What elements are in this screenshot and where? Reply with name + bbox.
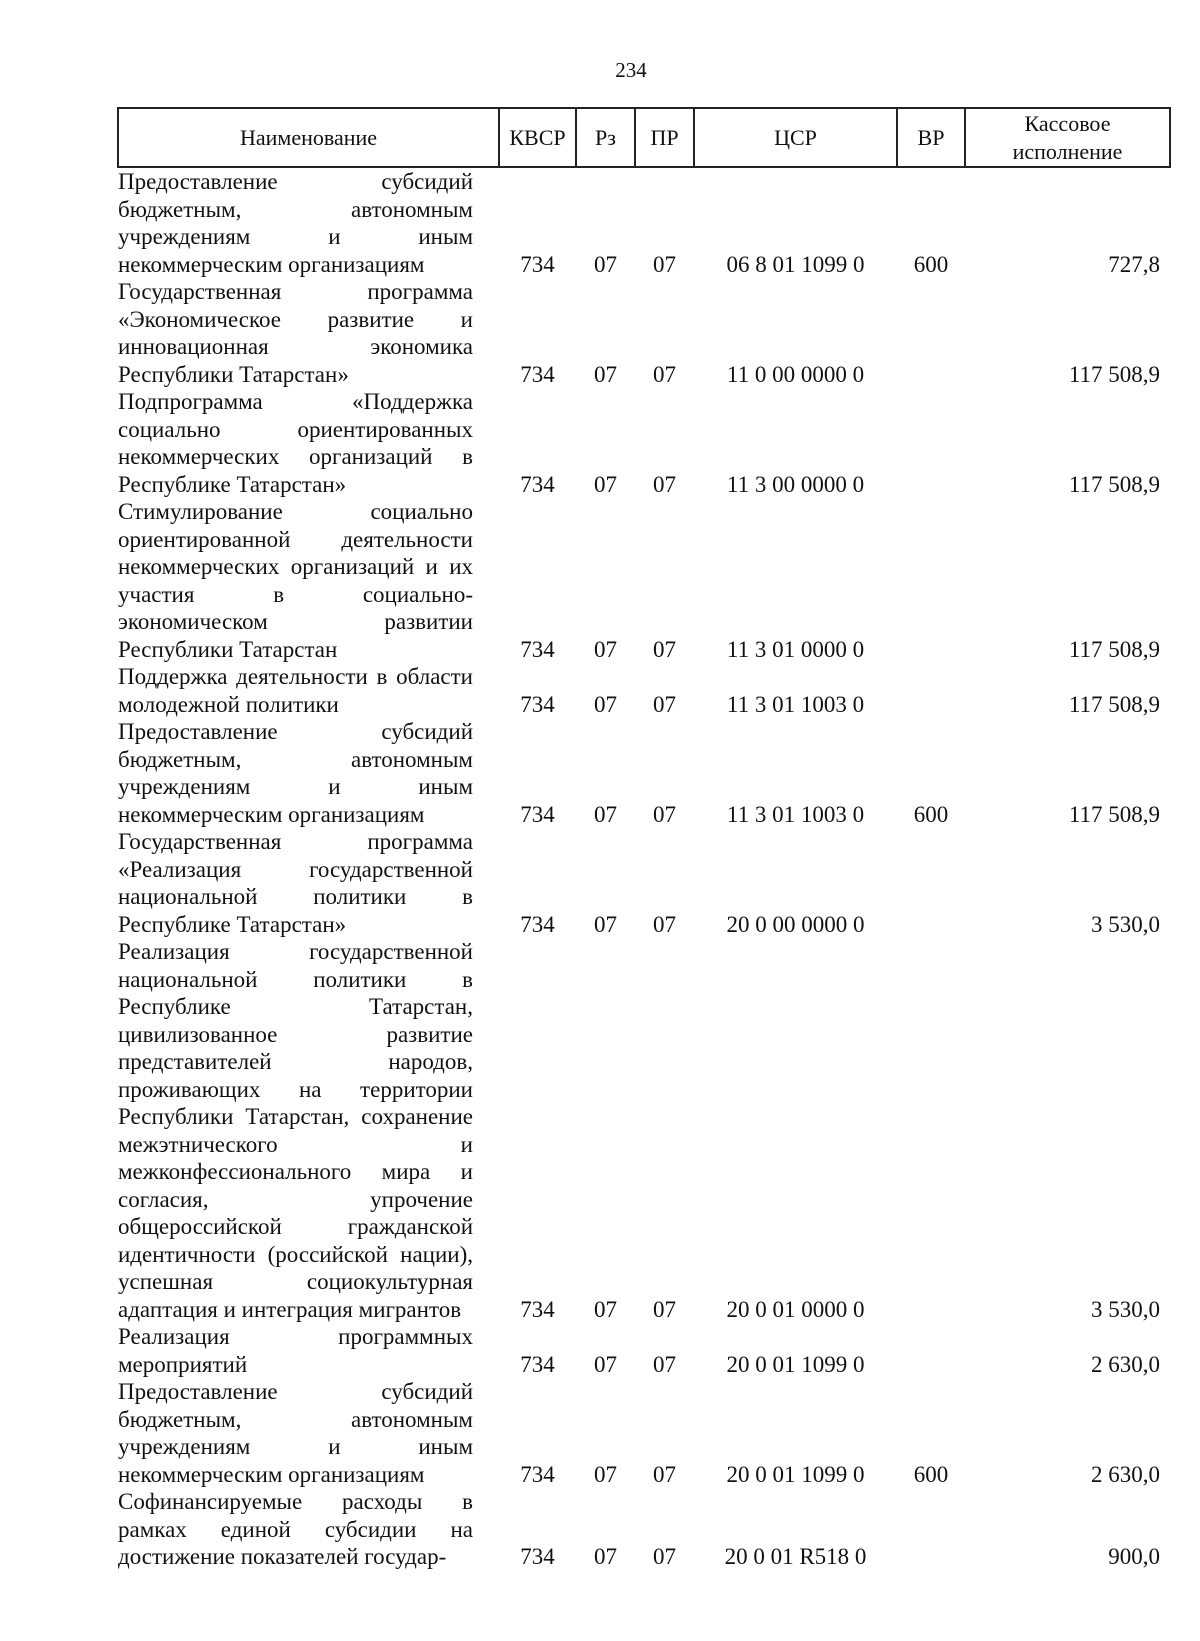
row-rz: 07 — [594, 801, 617, 827]
row-kvsr: 734 — [520, 1351, 555, 1377]
header-csr: ЦСР — [694, 108, 897, 167]
row-amount: 727,8 — [1108, 251, 1160, 277]
row-vr — [897, 938, 965, 1323]
row-csr: 20 0 01 0000 0 — [726, 1296, 865, 1322]
table-row — [118, 1488, 1170, 1571]
row-amount: 117 508,9 — [1068, 471, 1160, 497]
row-csr: 11 3 01 1003 0 — [726, 691, 865, 717]
row-pr: 07 — [653, 471, 676, 497]
row-pr: 07 — [653, 801, 676, 827]
row-csr: 20 0 01 R518 0 — [724, 1544, 867, 1569]
row-vr: 600 — [913, 801, 949, 827]
row-amount: 3 530,0 — [1091, 911, 1160, 937]
row-name: Реализация программных мероприятий — [118, 1324, 473, 1377]
table-row — [118, 278, 1170, 388]
row-vr — [897, 1323, 965, 1378]
header-vr: ВР — [897, 108, 965, 167]
row-csr: 20 0 01 1099 0 — [726, 1461, 865, 1487]
table-row — [118, 1323, 1170, 1378]
row-amount: 2 630,0 — [1091, 1351, 1160, 1377]
row-rz: 07 — [594, 636, 617, 662]
row-pr: 07 — [653, 1296, 676, 1322]
row-pr: 07 — [653, 691, 676, 717]
row-pr: 07 — [653, 1351, 676, 1377]
row-vr — [897, 278, 965, 388]
row-rz: 07 — [594, 471, 617, 497]
row-pr: 07 — [653, 911, 676, 937]
row-amount: 117 508,9 — [1068, 691, 1160, 717]
row-amount: 3 530,0 — [1091, 1296, 1160, 1322]
row-pr: 07 — [653, 1544, 676, 1569]
table-row — [118, 828, 1170, 938]
row-name: Предоставление субсидий бюджетным, автономным учреждениям и иным некоммерческим организациям — [118, 169, 473, 277]
row-kvsr: 734 — [520, 1461, 555, 1487]
row-csr: 20 0 01 1099 0 — [726, 1351, 865, 1377]
row-csr: 11 0 00 0000 0 — [726, 361, 865, 387]
row-vr — [897, 828, 965, 938]
row-rz: 07 — [594, 251, 617, 277]
row-amount: 117 508,9 — [1068, 361, 1160, 387]
header-amount: Кассовое исполнение — [965, 108, 1170, 167]
row-rz: 07 — [594, 911, 617, 937]
row-csr: 11 3 01 1003 0 — [726, 801, 865, 827]
table-body — [118, 167, 1170, 1571]
row-pr: 07 — [653, 251, 676, 277]
row-pr: 07 — [653, 1461, 676, 1487]
row-vr — [897, 663, 965, 718]
row-name: Софинансируемые расходы в рамках единой субсидии на достижение показателей государ- — [118, 1489, 473, 1569]
row-amount: 117 508,9 — [1068, 801, 1160, 827]
row-name: Государственная программа «Экономическое развитие и инновационная экономика Республики Татарстан» — [118, 279, 473, 387]
row-name: Реализация государственной национальной политики в Республике Татарстан, цивилизованное развитие представителей народов, проживающих на территории Республики Татарстан, сохранение межэтнического и межконфессионального мира и согласия, упрочение общероссийской гражданской идентичности (российской нации), успешная социокультурная адаптация и интеграция мигрантов — [118, 939, 473, 1322]
table-row — [118, 938, 1170, 1323]
page-number: 234 — [615, 58, 647, 82]
row-csr: 20 0 00 0000 0 — [726, 911, 865, 937]
row-kvsr: 734 — [520, 691, 555, 717]
row-rz: 07 — [594, 1544, 617, 1569]
row-csr: 11 3 00 0000 0 — [726, 471, 865, 497]
row-amount: 900,0 — [1108, 1544, 1160, 1569]
row-csr: 11 3 01 0000 0 — [726, 636, 865, 662]
row-rz: 07 — [594, 691, 617, 717]
header-pr: ПР — [635, 108, 694, 167]
row-vr: 600 — [913, 1461, 949, 1487]
table-row — [118, 1378, 1170, 1488]
header-rz: Рз — [576, 108, 635, 167]
row-csr: 06 8 01 1099 0 — [726, 251, 865, 277]
row-kvsr: 734 — [520, 636, 555, 662]
row-name: Стимулирование социально ориентированной деятельности некоммерческих организаций и их участия в социально-экономическом развитии Республики Татарстан — [118, 499, 473, 662]
row-kvsr: 734 — [520, 801, 555, 827]
header-name: Наименование — [118, 108, 499, 167]
row-name: Поддержка деятельности в области молодежной политики — [118, 664, 473, 717]
table-row — [118, 718, 1170, 828]
row-vr: 600 — [913, 251, 949, 277]
row-vr — [897, 498, 965, 663]
row-pr: 07 — [653, 636, 676, 662]
row-name: Предоставление субсидий бюджетным, автономным учреждениям и иным некоммерческим организациям — [118, 1379, 473, 1487]
row-vr — [897, 388, 965, 498]
row-vr — [897, 1488, 965, 1571]
row-kvsr: 734 — [520, 1544, 555, 1569]
row-rz: 07 — [594, 1296, 617, 1322]
row-amount: 2 630,0 — [1091, 1461, 1160, 1487]
row-kvsr: 734 — [520, 251, 555, 277]
budget-table — [117, 107, 1171, 1571]
row-name: Государственная программа «Реализация государственной национальной политики в Республике Татарстан» — [118, 829, 473, 937]
row-rz: 07 — [594, 1351, 617, 1377]
row-name: Предоставление субсидий бюджетным, автономным учреждениям и иным некоммерческим организациям — [118, 719, 473, 827]
row-rz: 07 — [594, 1461, 617, 1487]
row-kvsr: 734 — [520, 911, 555, 937]
row-pr: 07 — [653, 361, 676, 387]
row-amount: 117 508,9 — [1068, 636, 1160, 662]
row-kvsr: 734 — [520, 1296, 555, 1322]
row-name: Подпрограмма «Поддержка социально ориентированных некоммерческих организаций в Республике Татарстан» — [118, 389, 473, 497]
row-kvsr: 734 — [520, 471, 555, 497]
row-kvsr: 734 — [520, 361, 555, 387]
row-rz: 07 — [594, 361, 617, 387]
table-row — [118, 498, 1170, 663]
header-kvsr: КВСР — [499, 108, 576, 167]
table-row — [118, 663, 1170, 718]
table-row — [118, 167, 1170, 278]
table-row — [118, 388, 1170, 498]
table-header — [118, 108, 1170, 167]
